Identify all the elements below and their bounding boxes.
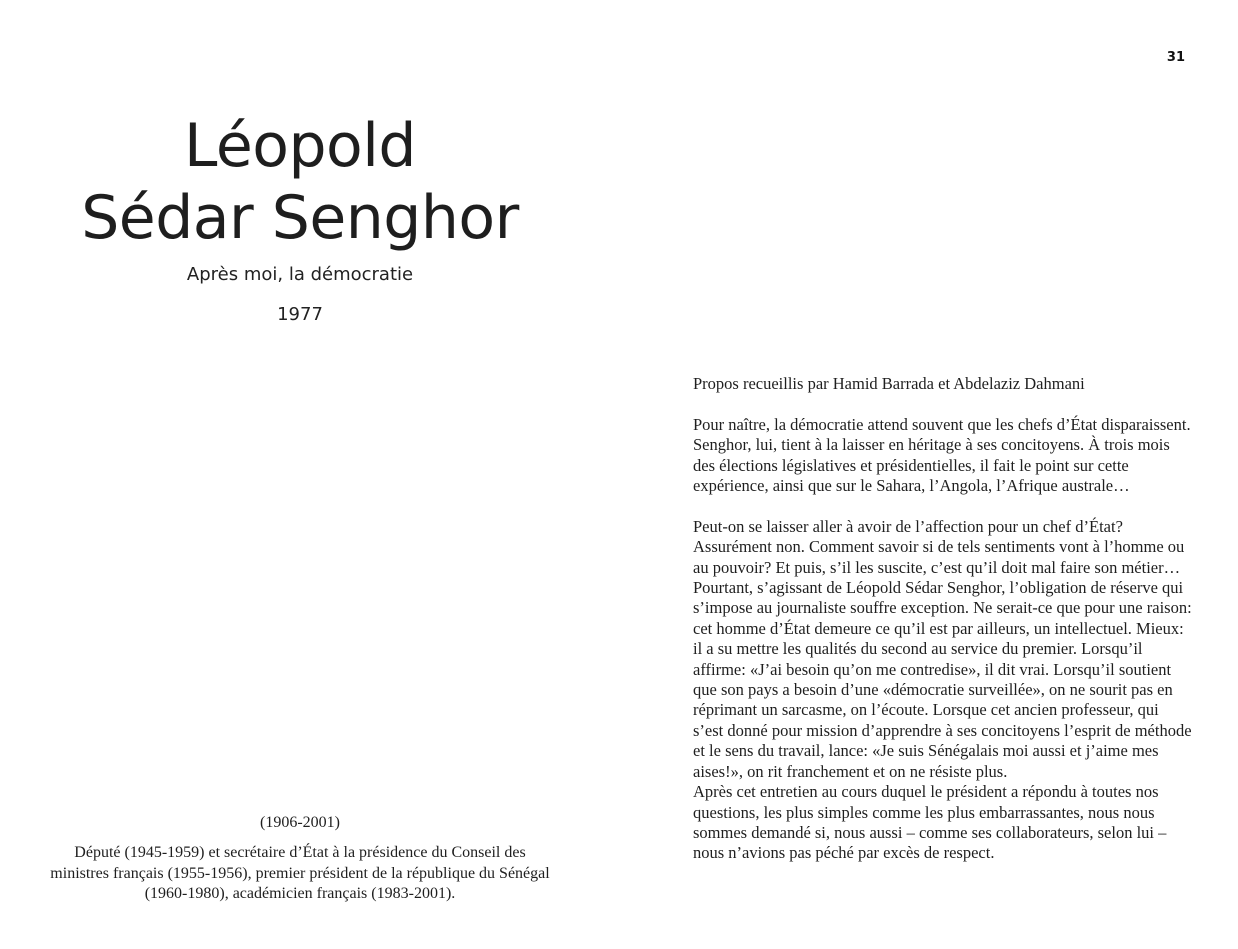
left-page — [0, 0, 600, 949]
interview-credit: Propos recueillis par Hamid Barrada et Abdelaziz Dahmani — [693, 374, 1085, 393]
intro-paragraph: Pour naître, la démocratie attend souvent que les chefs d’État disparaissent. Senghor, lui, tient à la laisser en héritage à ses concitoyens. À trois mois des élections législatives et présidentielles, il fait le point sur cette expérience, ainsi que sur le Sahara, l’Angola, l’Afrique australe… — [693, 414, 1191, 496]
page-number: 31 — [1166, 50, 1185, 65]
biography: Député (1945-1959) et secrétaire d’État à la présidence du Conseil des ministres français (1955-1956), premier président de la république du Sénégal (1960-1980), académicien français (1983-2001). — [50, 844, 550, 902]
article-title — [0, 110, 600, 254]
title-line-2: Sédar Senghor — [81, 183, 519, 253]
body-paragraph-1: Peut-on se laisser aller à avoir de l’affection pour un chef d’État? Assurément non. Comment savoir si de tels sentiments vont à l’homme ou au pouvoir? Et puis, s’il les suscite, c’est qu’il doit mal faire son métier… Pourtant, s’agissant de Léopold Sédar Senghor, l’obligation de réserve qui s’impose au journaliste souffre exception. Ne serait-ce que pour une raison: cet homme d’État demeure ce qu’il est par ailleurs, un intellectuel. Mieux: il a su mettre les qualités du second au service du premier. Lorsqu’il affirme: «J’ai besoin qu’on me contredise», il dit vrai. Lorsqu’il soutient que son pays a besoin d’une «démocratie surveillée», on ne sourit pas en réprimant un sarcasme, on l’écoute. Lorsque cet ancien professeur, qui s’est donné pour mission d’apprendre à ses concitoyens l’esprit de méthode et le sens du travail, lance: «Je suis Sénégalais moi aussi et j’aime mes aises!», on rit franchement et on ne résiste plus. — [693, 516, 1192, 781]
article-body — [693, 374, 1193, 864]
title-line-1: Léopold — [183, 111, 417, 181]
article-subtitle: Après moi, la démocratie — [186, 264, 414, 285]
life-dates: (1906-2001) — [260, 814, 340, 831]
article-year: 1977 — [277, 304, 323, 325]
body-paragraph-2: Après cet entretien au cours duquel le président a répondu à toutes nos questions, les plus simples comme les plus embarrassantes, nous nous sommes demandé si, nous aussi – comme ses collaborateurs, selon lui – nous n’avions pas péché par excès de respect. — [693, 782, 1167, 863]
right-page — [620, 0, 1238, 949]
